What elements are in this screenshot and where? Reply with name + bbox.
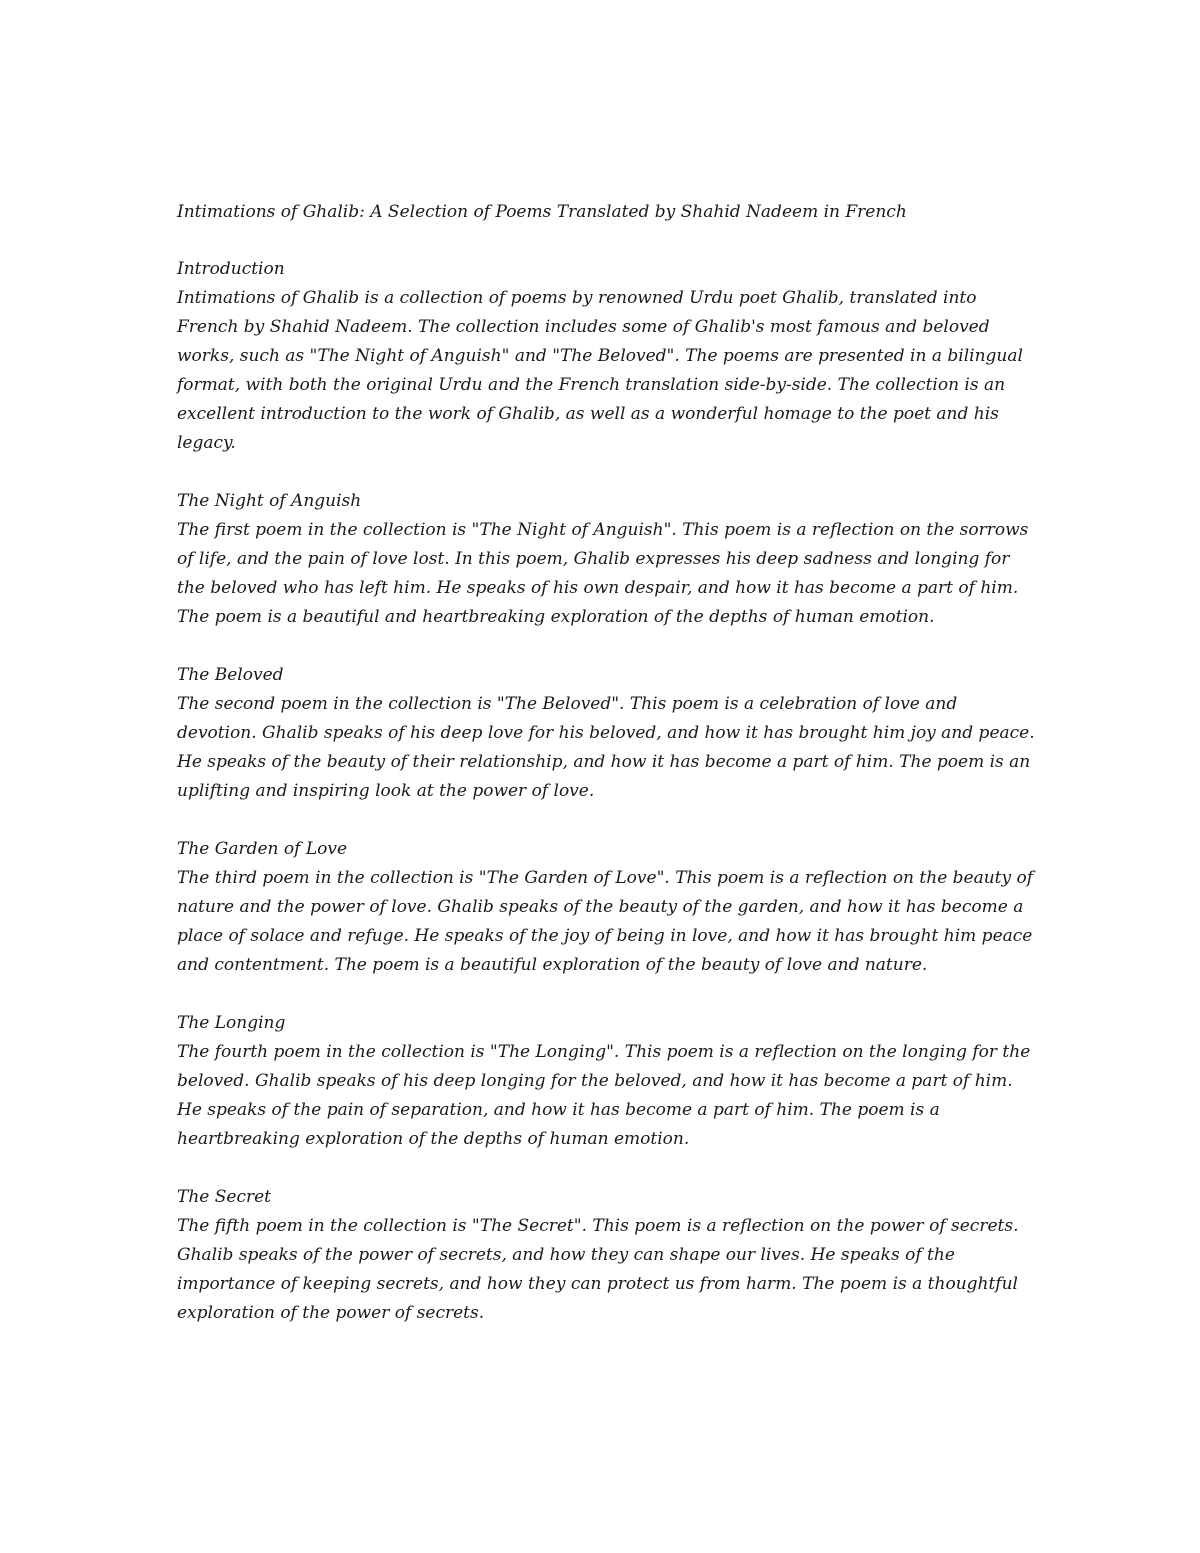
section-heading: The Longing <box>177 1013 286 1033</box>
section-heading: The Night of Anguish <box>177 491 362 511</box>
document-content <box>177 198 1037 1357</box>
section-night-of-anguish <box>177 487 1037 632</box>
document-title: Intimations of Ghalib: A Selection of Poems Translated by Shahid Nadeem in French <box>177 202 907 222</box>
section-the-beloved <box>177 661 1037 806</box>
section-body: The second poem in the collection is "The Beloved". This poem is a celebration of love and devotion. Ghalib speaks of his deep love for his beloved, and how it has brought him joy and peace. He speaks of the beauty of their relationship, and how it has become a part of him. The poem is an uplifting and inspiring look at the power of love. <box>177 694 1035 801</box>
section-heading: Introduction <box>177 259 285 279</box>
section-the-longing <box>177 1009 1037 1154</box>
section-heading: The Garden of Love <box>177 839 348 859</box>
section-garden-of-love <box>177 835 1037 980</box>
section-body: The fifth poem in the collection is "The Secret". This poem is a reflection on the power of secrets. Ghalib speaks of the power of secrets, and how they can shape our lives. He speaks of the importance of keeping secrets, and how they can protect us from harm. The poem is a thoughtful exploration of the power of secrets. <box>177 1216 1019 1323</box>
section-heading: The Beloved <box>177 665 284 685</box>
section-body: The third poem in the collection is "The Garden of Love". This poem is a reflection on the beauty of nature and the power of love. Ghalib speaks of the beauty of the garden, and how it has become a place of solace and refuge. He speaks of the joy of being in love, and how it has brought him peace and contentment. The poem is a beautiful exploration of the beauty of love and nature. <box>177 868 1034 975</box>
section-body: The first poem in the collection is "The Night of Anguish". This poem is a reflection on the sorrows of life, and the pain of love lost. In this poem, Ghalib expresses his deep sadness and longing for the beloved who has left him. He speaks of his own despair, and how it has become a part of him. The poem is a beautiful and heartbreaking exploration of the depths of human emotion. <box>177 520 1029 627</box>
section-body: The fourth poem in the collection is "The Longing". This poem is a reflection on the longing for the beloved. Ghalib speaks of his deep longing for the beloved, and how it has become a part of him. He speaks of the pain of separation, and how it has become a part of him. The poem is a heartbreaking exploration of the depths of human emotion. <box>177 1042 1031 1149</box>
section-introduction <box>177 255 1037 458</box>
section-heading: The Secret <box>177 1187 271 1207</box>
section-body: Intimations of Ghalib is a collection of poems by renowned Urdu poet Ghalib, translated into French by Shahid Nadeem. The collection includes some of Ghalib's most famous and beloved works, such as "The Night of Anguish" and "The Beloved". The poems are presented in a bilingual format, with both the original Urdu and the French translation side-by-side. The collection is an excellent introduction to the work of Ghalib, as well as a wonderful homage to the poet and his legacy. <box>177 288 1023 453</box>
section-the-secret <box>177 1183 1037 1328</box>
